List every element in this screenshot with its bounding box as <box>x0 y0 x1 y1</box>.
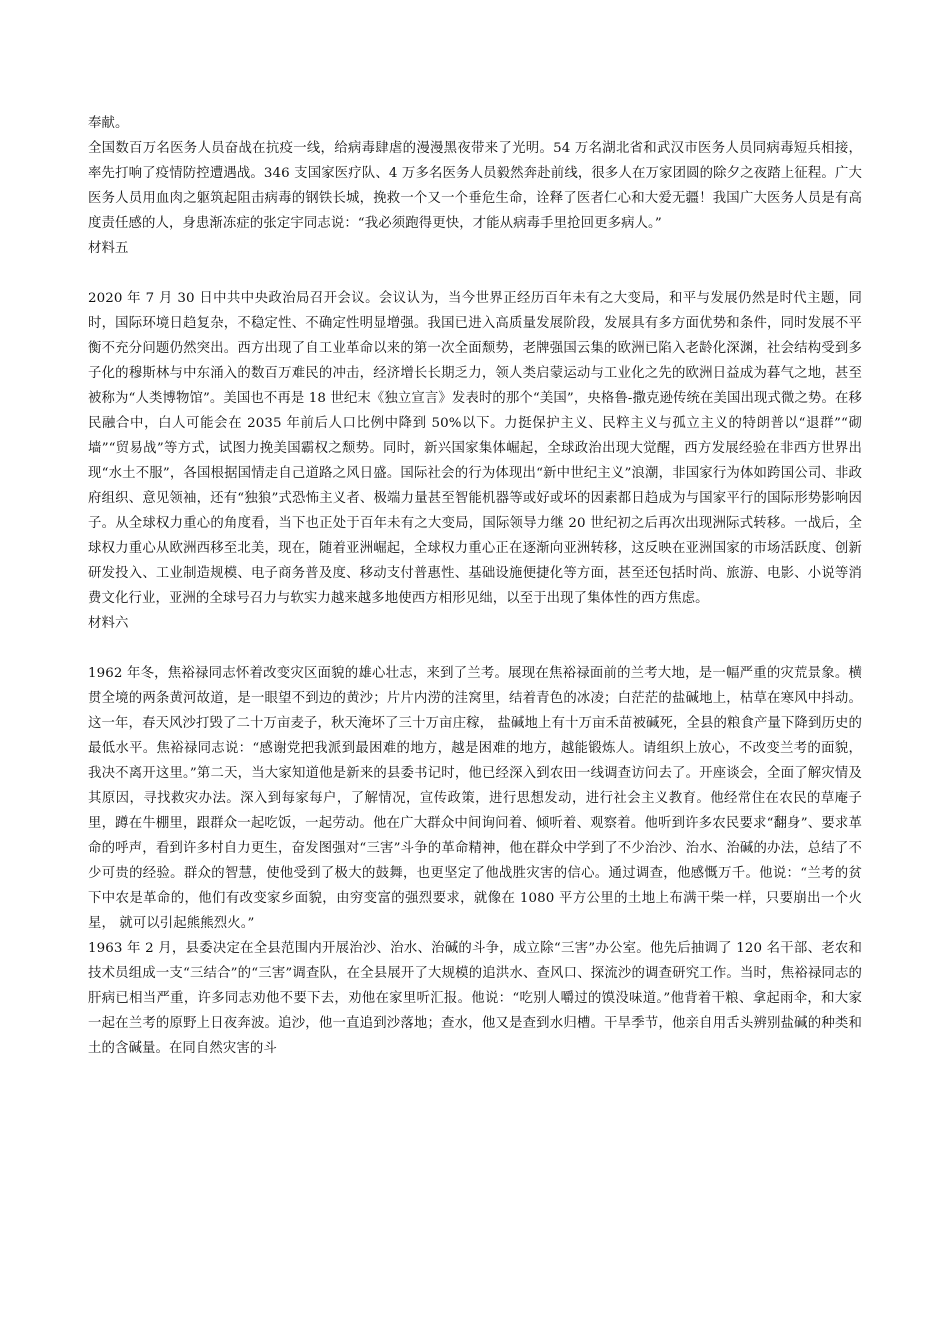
paragraph-jiao-yulu-1962: 1962 年冬，焦裕禄同志怀着改变灾区面貌的雄心壮志，来到了兰考。展现在焦裕禄面前的兰考大地，是一幅严重的灾荒景象。横贯全境的两条黄河故道，是一眼望不到边的黄沙；片片内涝的洼窝里，结着青色的冰凌；白茫茫的盐碱地上，枯草在寒风中抖动。这一年，春天风沙打毁了二十万亩麦子，秋天淹坏了三十万亩庄稼， 盐碱地上有十万亩禾苗被碱死，全县的粮食产量下降到历史的最低水平。焦裕禄同志说：“感谢党把我派到最困难的地方，越是困难的地方，越能锻炼人。请组织上放心，不改变兰考的面貌，我决不离开这里。”第二天，当大家知道他是新来的县委书记时，他已经深入到农田一线调查访问去了。开座谈会，全面了解灾情及其原因，寻找救灾办法。深入到每家每户，了解情况，宣传政策，进行思想发动，进行社会主义教育。他经常住在农民的草庵子里，蹲在牛棚里，跟群众一起吃饭，一起劳动。他在广大群众中间询问着、倾听着、观察着。他听到许多农民要求“翻身”、要求革命的呼声，看到许多村自力更生，奋发图强对“三害”斗争的革命精神，他在群众中学到了不少治沙、治水、治碱的办法，总结了不少可贵的经验。群众的智慧，使他受到了极大的鼓舞，也更坚定了他战胜灾害的信心。通过调查，他感慨万千。他说：“兰考的贫下中农是革命的，他们有改变家乡面貌，由穷变富的强烈要求，就像在 1080 平方公里的土地上布满干柴一样，只要崩出一个火星， 就可以引起熊熊烈火。” <box>88 666 862 931</box>
paragraph-jiao-yulu-1963: 1963 年 2 月，县委决定在全县范围内开展治沙、治水、治碱的斗争，成立除“三害”办公室。他先后抽调了 120 名干部、老农和技术员组成一支“三结合”的“三害”调查队，在全县展开了大规模的追洪水、查风口、探流沙的调查研究工作。当时，焦裕禄同志的肝病已相当严重，许多同志劝他不要下去，劝他在家里听汇报。他说：“吃别人嚼过的馍没味道。”他背着干粮、拿起雨伞，和大家一起在兰考的原野上日夜奔波。追沙，他一直追到沙落地；查水，他又是查到水归槽。干旱季节，他亲自用舌头辨别盐碱的种类和土的含碱量。在同自然灾害的斗 <box>88 941 862 1056</box>
paragraph-dedication-end: 奉献。 <box>88 116 129 131</box>
heading-material-five: 材料五 <box>88 241 129 256</box>
blank-line <box>88 636 862 661</box>
paragraph-medical-workers: 全国数百万名医务人员奋战在抗疫一线，给病毒肆虐的漫漫黑夜带来了光明。54 万名湖北省和武汉市医务人员同病毒短兵相接，率先打响了疫情防控遭遇战。346 支国家医疗队、4 万多名医务人员毅然奔赴前线，很多人在万家团圆的除夕之夜踏上征程。广大医务人员用血肉之躯筑起阻击病毒的钢铁长城，挽救一个又一个垂危生命，诠释了医者仁心和大爱无疆！我国广大医务人员是有高度责任感的人，身患渐冻症的张定宇同志说：“我必须跑得更快，才能从病毒手里抢回更多病人。” <box>88 141 862 231</box>
heading-material-six: 材料六 <box>88 616 129 631</box>
document-page <box>88 111 862 1061</box>
blank-line <box>88 261 862 286</box>
paragraph-politburo-meeting: 2020 年 7 月 30 日中共中央政治局召开会议。会议认为，当今世界正经历百年未有之大变局，和平与发展仍然是时代主题，同时，国际环境日趋复杂，不稳定性、不确定性明显增强。我国已进入高质量发展阶段，发展具有多方面优势和条件，同时发展不平衡不充分问题仍然突出。西方出现了自工业革命以来的第一次全面颓势，老牌强国云集的欧洲已陷入老龄化深渊，社会结构受到多子化的穆斯林与中东涌入的数百万难民的冲击，经济增长长期乏力，领人类启蒙运动与工业化之先的欧洲日益成为暮气之地，甚至被称为“人类博物馆”。美国也不再是 18 世纪末《独立宣言》发表时的那个“美国”，央格鲁-撒克逊传统在美国出现式微之势。在移民融合中，白人可能会在 2035 年前后人口比例中降到 50%以下。力挺保护主义、民粹主义与孤立主义的特朗普以“退群”“砌墙”“贸易战”等方式，试图力挽美国霸权之颓势。同时，新兴国家集体崛起，全球政治出现大觉醒，西方发展经验在非西方世界出现“水土不服”，各国根据国情走自己道路之风日盛。国际社会的行为体现出“新中世纪主义”浪潮，非国家行为体如跨国公司、非政府组织、意见领袖，还有“独狼”式恐怖主义者、极端力量甚至智能机器等或好或坏的因素都日趋成为与国家平行的国际形势影响因子。从全球权力重心的角度看，当下也正处于百年未有之大变局，国际领导力继 20 世纪初之后再次出现洲际式转移。一战后，全球权力重心从欧洲西移至北美，现在，随着亚洲崛起，全球权力重心正在逐渐向亚洲转移，这反映在亚洲国家的市场活跃度、创新研发投入、工业制造规模、电子商务普及度、移动支付普惠性、基础设施便捷化等方面，甚至还包括时尚、旅游、电影、小说等消费文化行业，亚洲的全球号召力与软实力越来越多地使西方相形见绌，以至于出现了集体性的西方焦虑。 <box>88 291 862 606</box>
